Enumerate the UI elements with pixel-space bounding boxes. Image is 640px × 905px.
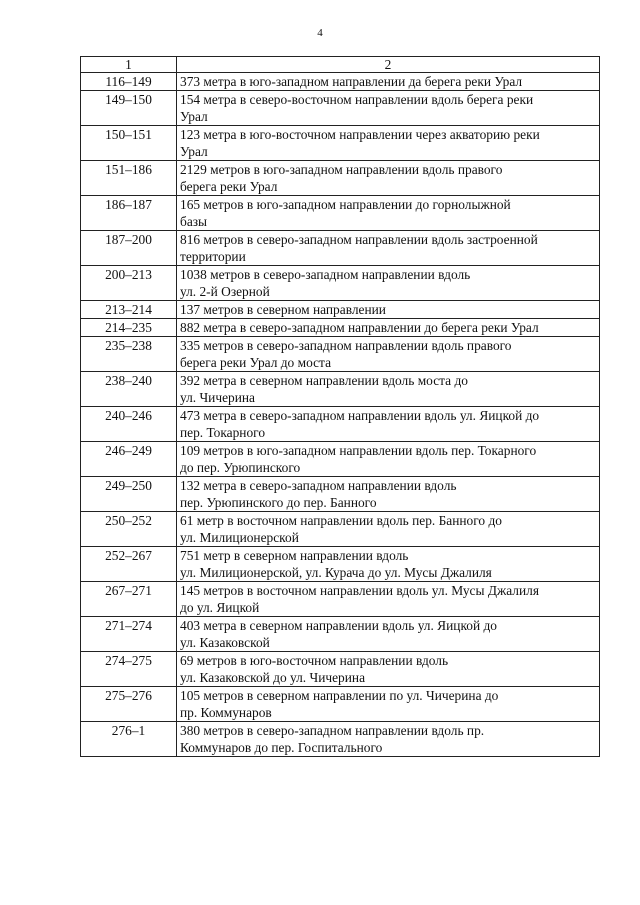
description-line: базы	[180, 214, 208, 229]
table-body	[81, 73, 600, 757]
description-line: пер. Токарного	[180, 425, 266, 440]
description-line: 61 метр в восточном направлении вдоль пер. Банного до	[180, 513, 502, 528]
segment-description	[177, 266, 600, 301]
segment-description	[177, 582, 600, 617]
table-row	[81, 687, 600, 722]
table-row	[81, 126, 600, 161]
description-line: 751 метр в северном направлении вдоль	[180, 548, 409, 563]
table-row	[81, 652, 600, 687]
segment-range: 240–246	[81, 407, 177, 442]
table-row	[81, 617, 600, 652]
segment-range: 150–151	[81, 126, 177, 161]
description-line: Коммунаров до пер. Госпитального	[180, 740, 383, 755]
segment-description	[177, 722, 600, 757]
table-row	[81, 301, 600, 319]
description-line: ул. Милиционерской, ул. Курача до ул. Мусы Джалиля	[180, 565, 492, 580]
segment-description	[177, 512, 600, 547]
description-line: ул. Казаковской до ул. Чичерина	[180, 670, 366, 685]
description-line: до ул. Яицкой	[180, 600, 260, 615]
segment-description	[177, 91, 600, 126]
table-row	[81, 477, 600, 512]
description-line: 105 метров в северном направлении по ул. Чичерина до	[180, 688, 499, 703]
segment-description	[177, 301, 600, 319]
table-row	[81, 231, 600, 266]
segment-range: 276–1	[81, 722, 177, 757]
segment-range: 274–275	[81, 652, 177, 687]
description-line: 816 метров в северо-западном направлении вдоль застроенной	[180, 232, 538, 247]
segment-range: 186–187	[81, 196, 177, 231]
description-line: 154 метра в северо-восточном направлении вдоль берега реки	[180, 92, 534, 107]
description-line: 109 метров в юго-западном направлении вдоль пер. Токарного	[180, 443, 537, 458]
description-line: ул. Чичерина	[180, 390, 256, 405]
description-line: 373 метра в юго-западном направлении да берега реки Урал	[180, 74, 523, 89]
segment-description	[177, 126, 600, 161]
description-line: пер. Урюпинского до пер. Банного	[180, 495, 377, 510]
segment-range: 187–200	[81, 231, 177, 266]
description-line: 145 метров в восточном направлении вдоль ул. Мусы Джалиля	[180, 583, 539, 598]
segment-description	[177, 372, 600, 407]
description-line: ул. Казаковской	[180, 635, 270, 650]
description-line: ул. Милиционерской	[180, 530, 299, 545]
table-row	[81, 547, 600, 582]
segment-description	[177, 652, 600, 687]
segment-range: 275–276	[81, 687, 177, 722]
segment-description	[177, 407, 600, 442]
segment-range: 238–240	[81, 372, 177, 407]
table-row	[81, 442, 600, 477]
description-line: берега реки Урал	[180, 179, 278, 194]
table-row	[81, 372, 600, 407]
segment-description	[177, 337, 600, 372]
segment-description	[177, 319, 600, 337]
segment-description	[177, 161, 600, 196]
segment-range: 252–267	[81, 547, 177, 582]
page-number: 4	[317, 27, 323, 39]
description-line: 392 метра в северном направлении вдоль моста до	[180, 373, 468, 388]
table-row	[81, 512, 600, 547]
description-line: 1038 метров в северо-западном направлении вдоль	[180, 267, 471, 282]
boundary-segments-table	[80, 56, 600, 757]
segment-range: 246–249	[81, 442, 177, 477]
description-line: 2129 метров в юго-западном направлении вдоль правого	[180, 162, 503, 177]
table-row	[81, 337, 600, 372]
description-line: Урал	[180, 109, 208, 124]
table-row	[81, 161, 600, 196]
description-line: Урал	[180, 144, 208, 159]
table-row	[81, 722, 600, 757]
description-line: 882 метра в северо-западном направлении до берега реки Урал	[180, 320, 539, 335]
description-line: до пер. Урюпинского	[180, 460, 301, 475]
table-row	[81, 73, 600, 91]
table-row	[81, 196, 600, 231]
table-row	[81, 91, 600, 126]
segment-description	[177, 687, 600, 722]
segment-description	[177, 617, 600, 652]
description-line: 403 метра в северном направлении вдоль ул. Яицкой до	[180, 618, 497, 633]
segment-range: 149–150	[81, 91, 177, 126]
table-row	[81, 266, 600, 301]
table-row	[81, 407, 600, 442]
segment-description	[177, 477, 600, 512]
segment-range: 213–214	[81, 301, 177, 319]
table-row	[81, 582, 600, 617]
description-line: 473 метра в северо-западном направлении вдоль ул. Яицкой до	[180, 408, 540, 423]
description-line: 69 метров в юго-восточном направлении вдоль	[180, 653, 449, 668]
segment-description	[177, 442, 600, 477]
description-line: ул. 2-й Озерной	[180, 284, 270, 299]
segment-range: 116–149	[81, 73, 177, 91]
description-line: 137 метров в северном направлении	[180, 302, 386, 317]
segment-range: 267–271	[81, 582, 177, 617]
description-line: 335 метров в северо-западном направлении вдоль правого	[180, 338, 512, 353]
segment-description	[177, 547, 600, 582]
segment-range: 250–252	[81, 512, 177, 547]
description-line: 132 метра в северо-западном направлении вдоль	[180, 478, 457, 493]
segment-range: 235–238	[81, 337, 177, 372]
description-line: 165 метров в юго-западном направлении до горнолыжной	[180, 197, 511, 212]
table-header-row	[81, 57, 600, 73]
segment-range: 249–250	[81, 477, 177, 512]
description-line: 380 метров в северо-западном направлении вдоль пр.	[180, 723, 485, 738]
segment-description	[177, 196, 600, 231]
segment-range: 271–274	[81, 617, 177, 652]
column-header-segment: 1	[81, 57, 177, 73]
segment-range: 200–213	[81, 266, 177, 301]
segment-description	[177, 73, 600, 91]
description-line: территории	[180, 249, 246, 264]
segment-range: 214–235	[81, 319, 177, 337]
description-line: берега реки Урал до моста	[180, 355, 332, 370]
description-line: пр. Коммунаров	[180, 705, 272, 720]
table-row	[81, 319, 600, 337]
segment-description	[177, 231, 600, 266]
segment-range: 151–186	[81, 161, 177, 196]
description-line: 123 метра в юго-восточном направлении через акваторию реки	[180, 127, 540, 142]
column-header-description: 2	[177, 57, 600, 73]
